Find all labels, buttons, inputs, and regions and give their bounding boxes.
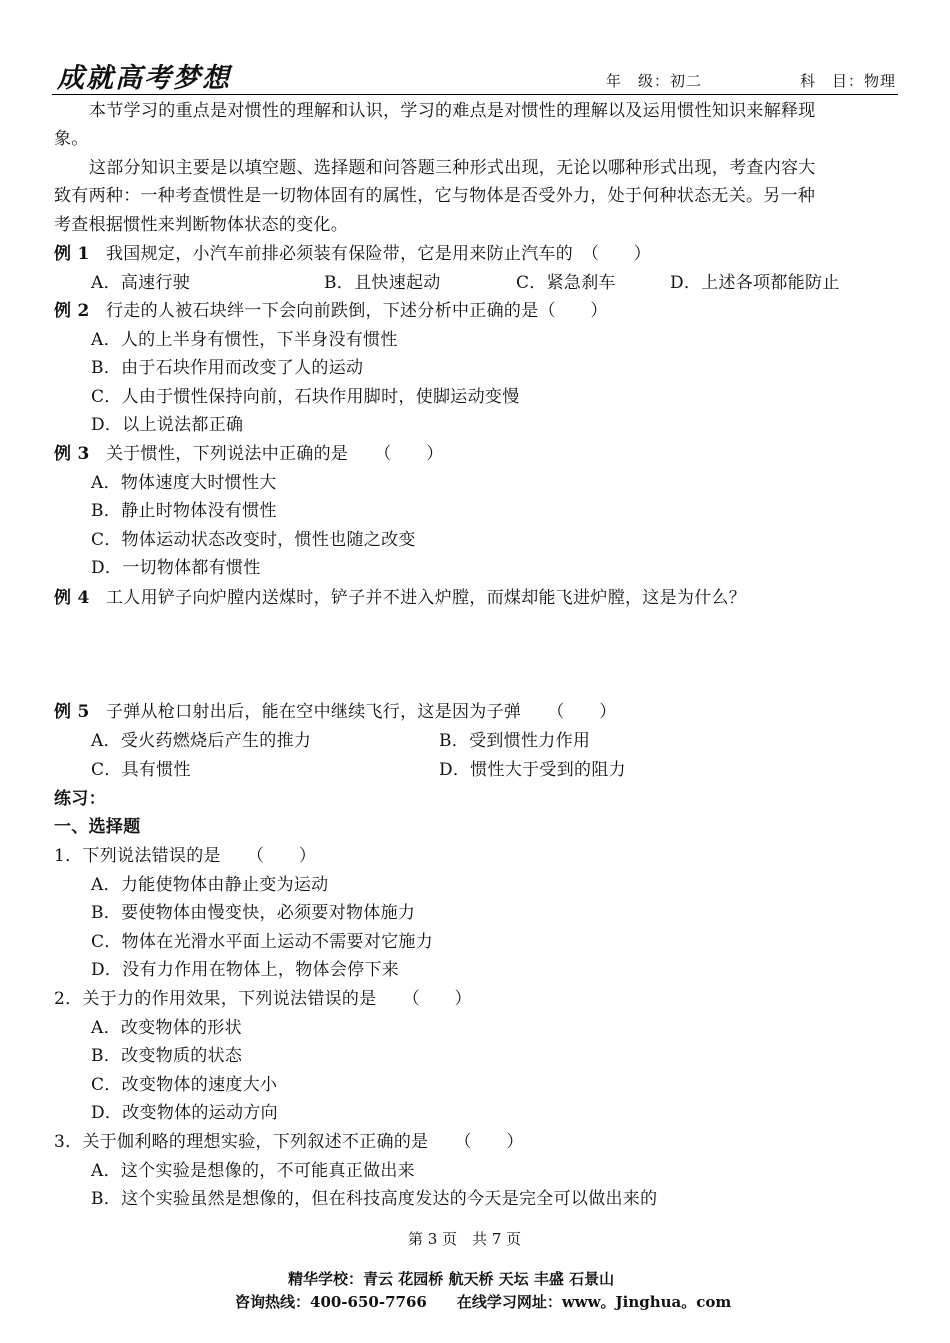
example-5-question: 子弹从枪口射出后，能在空中继续飞行，这是因为子弹 （ ） [106, 702, 617, 722]
example-3-option-c: C．物体运动状态改变时，惯性也随之改变 [91, 530, 416, 550]
example-3-option-b: B．静止时物体没有惯性 [91, 501, 277, 521]
example-2-option-d: D．以上说法都正确 [91, 415, 244, 435]
practice-q3-option-b: B．这个实验虽然是想像的，但在科技高度发达的今天是完全可以做出来的 [91, 1189, 658, 1209]
example-1-option-d: D．上述各项都能防止 [670, 273, 840, 293]
example-1-option-a: A．高速行驶 [91, 273, 191, 293]
header-rule [52, 94, 898, 95]
intro-p2-line1: 这部分知识主要是以填空题、选择题和问答题三种形式出现，无论以哪种形式出现，考查内容大 [89, 158, 816, 178]
example-2-option-c: C．人由于惯性保持向前，石块作用脚时，使脚运动变慢 [91, 387, 520, 407]
example-2-option-b: B．由于石块作用而改变了人的运动 [91, 358, 364, 378]
intro-p2-line3: 考查根据惯性来判断物体状态的变化。 [54, 215, 349, 235]
practice-q2-option-b: B．改变物质的状态 [91, 1046, 243, 1066]
practice-q1-option-c: C．物体在光滑水平面上运动不需要对它施力 [91, 932, 434, 952]
footer-schools: 精华学校：青云 花园桥 航天桥 天坛 丰盛 石景山 [288, 1270, 615, 1288]
example-5-option-c: C．具有惯性 [91, 760, 191, 780]
example-5-option-b: B．受到惯性力作用 [439, 731, 591, 751]
practice-section-title: 一、选择题 [54, 817, 141, 837]
example-2-question: 行走的人被石块绊一下会向前跌倒，下述分析中正确的是（ ） [106, 301, 608, 321]
footer-hotline: 咨询热线：400-650-7766 在线学习网址：www。Jinghua。com [235, 1293, 732, 1311]
practice-q2-option-c: C．改变物体的速度大小 [91, 1075, 278, 1095]
example-5-label: 例 5 [54, 702, 90, 722]
example-4-label: 例 4 [54, 588, 90, 608]
practice-q1: 1．下列说法错误的是 （ ） [54, 846, 317, 866]
example-1-option-b: B．且快速起动 [324, 273, 441, 293]
practice-q3: 3．关于伽利略的理想实验，下列叙述不正确的是 （ ） [54, 1132, 524, 1152]
logo-text: 成就高考梦想 [57, 63, 231, 94]
intro-p1-line2: 象。 [54, 129, 89, 149]
intro-p1-line1: 本节学习的重点是对惯性的理解和认识，学习的难点是对惯性的理解以及运用惯性知识来解释现 [89, 101, 816, 121]
example-2-option-a: A．人的上半身有惯性，下半身没有惯性 [91, 330, 398, 350]
practice-q1-option-d: D．没有力作用在物体上，物体会停下来 [91, 960, 400, 980]
example-3-question: 关于惯性，下列说法中正确的是 （ ） [106, 444, 444, 464]
practice-q2-option-a: A．改变物体的形状 [91, 1018, 242, 1038]
intro-p2-line2: 致有两种：一种考查惯性是一切物体固有的属性，它与物体是否受外力，处于何种状态无关。另一种 [54, 186, 816, 206]
example-5-option-a: A．受火药燃烧后产生的推力 [91, 731, 312, 751]
practice-q2: 2．关于力的作用效果，下列说法错误的是 （ ） [54, 989, 472, 1009]
example-3-option-d: D．一切物体都有惯性 [91, 558, 261, 578]
page-number: 第 3 页 共 7 页 [408, 1230, 522, 1248]
example-1-option-c: C．紧急刹车 [516, 273, 616, 293]
practice-q1-option-a: A．力能使物体由静止变为运动 [91, 875, 329, 895]
grade-label: 年 级：初二 [606, 72, 703, 90]
example-4-question: 工人用铲子向炉膛内送煤时，铲子并不进入炉膛，而煤却能飞进炉膛，这是为什么？ [106, 588, 747, 608]
example-3-label: 例 3 [54, 444, 90, 464]
example-1-question: 我国规定，小汽车前排必须装有保险带，它是用来防止汽车的 （ ） [106, 244, 652, 264]
practice-q1-option-b: B．要使物体由慢变快，必须要对物体施力 [91, 903, 416, 923]
practice-heading: 练习： [54, 789, 106, 809]
example-2-label: 例 2 [54, 301, 90, 321]
practice-q2-option-d: D．改变物体的运动方向 [91, 1103, 278, 1123]
subject-label: 科 目：物理 [800, 72, 897, 90]
example-1-label: 例 1 [54, 244, 90, 264]
example-5-option-d: D．惯性大于受到的阻力 [439, 760, 626, 780]
example-3-option-a: A．物体速度大时惯性大 [91, 473, 277, 493]
practice-q3-option-a: A．这个实验是想像的，不可能真正做出来 [91, 1161, 415, 1181]
